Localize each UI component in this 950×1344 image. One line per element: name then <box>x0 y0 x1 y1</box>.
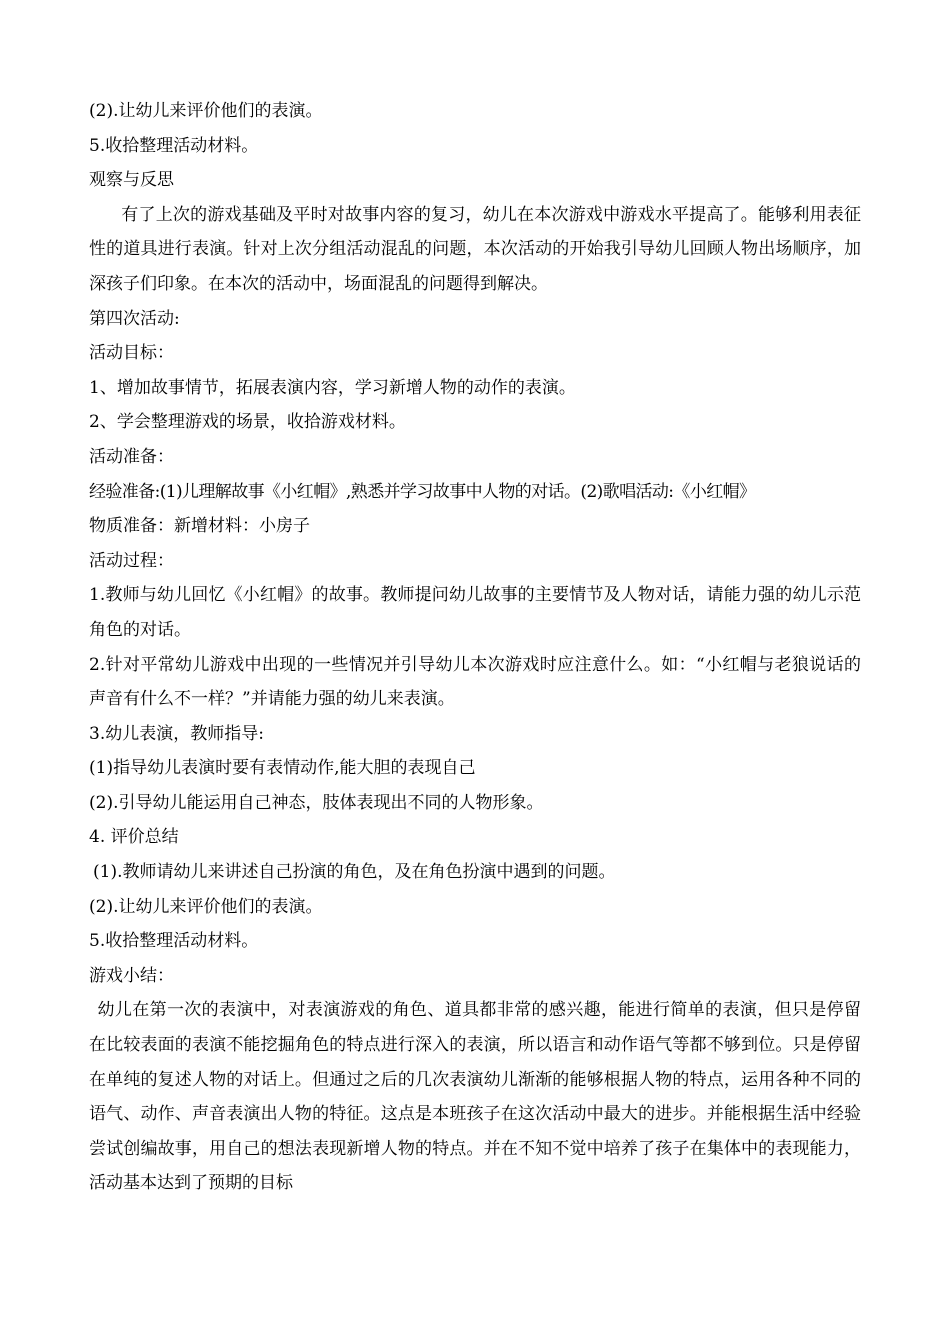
section-heading-fourth-activity: 第四次活动: <box>89 308 180 329</box>
process-step-4: 4. 评价总结 <box>89 827 179 848</box>
prep-heading: 活动准备： <box>89 446 174 467</box>
process-step-5: 5.收拾整理活动材料。 <box>89 931 259 952</box>
process-heading: 活动过程： <box>89 550 174 571</box>
prep-experience: 经验准备:(1)儿理解故事《小红帽》,熟悉并学习故事中人物的对话。(2)歌唱活动:《小红帽》 <box>89 481 756 502</box>
goal-item-2: 2、学会整理游戏的场景，收拾游戏材料。 <box>89 412 406 433</box>
prep-material: 物质准备：新增材料：小房子 <box>89 516 310 537</box>
process-step-3-2: (2).引导幼儿能运用自己神态，肢体表现出不同的人物形象。 <box>89 792 544 813</box>
process-step-2: 2.针对平常幼儿游戏中出现的一些情况并引导幼儿本次游戏时应注意什么。如：“小红帽与老狼说话的声音有什么不一样？”并请能力强的幼儿来表演。 <box>89 654 861 710</box>
process-step-3-1: (1)指导幼儿表演时要有表情动作,能大胆的表现自己 <box>89 758 476 779</box>
goal-item-1: 1、增加故事情节，拓展表演内容，学习新增人物的动作的表演。 <box>89 377 576 398</box>
process-step-4-1: (1).教师请幼儿来讲述自己扮演的角色，及在角色扮演中遇到的问题。 <box>93 862 616 883</box>
text-line-evaluate: (2).让幼儿来评价他们的表演。 <box>89 101 323 121</box>
summary-heading: 游戏小结： <box>89 965 174 986</box>
summary-paragraph: 幼儿在第一次的表演中，对表演游戏的角色、道具都非常的感兴趣，能进行简单的表演，但只是停留在比较表面的表演不能挖掘角色的特点进行深入的表演，所以语言和动作语气等都不够到位。只是停留在单纯的复述人物的对话上。但通过之后的几次表演幼儿渐渐的能够根据人物的特点，运用各种不同的语气、动作、声音表演出人物的特征。这点是本班孩子在这次活动中最大的进步。并能根据生活中经验尝试创编故事，用自己的想法表现新增人物的特点。并在不知不觉中培养了孩子在集体中的表现能力，活动基本达到了预期的目标 <box>89 1000 861 1194</box>
section-heading-observation: 观察与反思 <box>89 170 174 191</box>
process-step-3: 3.幼儿表演，教师指导: <box>89 723 264 744</box>
process-step-1: 1.教师与幼儿回忆《小红帽》的故事。教师提问幼儿故事的主要情节及人物对话，请能力强的幼儿示范角色的对话。 <box>89 585 861 640</box>
goals-heading: 活动目标： <box>89 343 174 364</box>
process-step-4-2: (2).让幼儿来评价他们的表演。 <box>89 896 323 917</box>
document-body <box>89 94 861 1201</box>
reflection-paragraph: 有了上次的游戏基础及平时对故事内容的复习，幼儿在本次游戏中游戏水平提高了。能够利用表征性的道具进行表演。针对上次分组活动混乱的问题，本次活动的开始我引导幼儿回顾人物出场顺序，加深孩子们印象。在本次的活动中，场面混乱的问题得到解决。 <box>89 204 861 294</box>
text-line-tidy-up: 5.收拾整理活动材料。 <box>89 135 259 156</box>
